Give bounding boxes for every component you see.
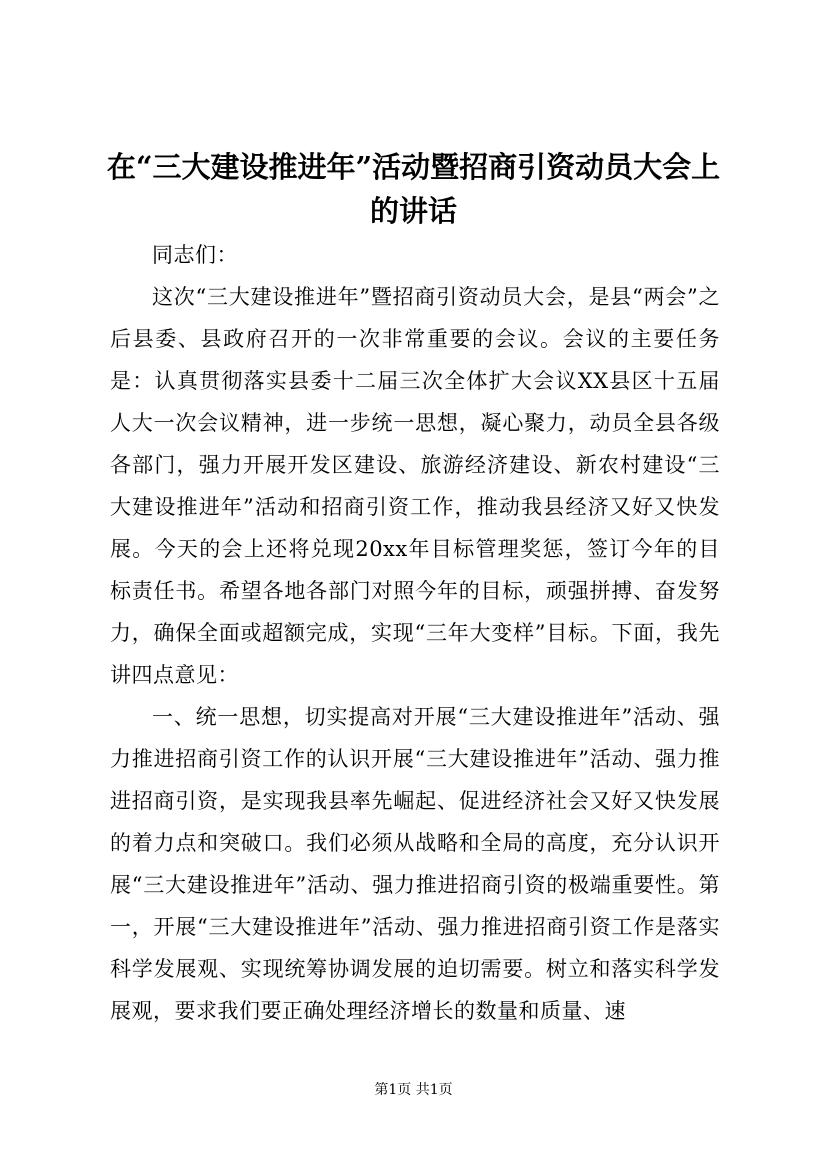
salutation-paragraph: 同志们： <box>152 243 238 267</box>
body-paragraph: 一、统一思想，切实提高对开展“三大建设推进年”活动、强力推进招商引资工作的认识开展“三大建设推进年”活动、强力推进招商引资，是实现我县率先崛起、促进经济社会又好又快发展的着力点和突破口。我们必须从战略和全局的高度，充分认识开展“三大建设推进年”活动、强力推进招商引资的极端重要性。第一，开展“三大建设推进年”活动、强力推进招商引资工作是落实科学发展观、实现统筹协调发展的迫切需要。树立和落实科学发展观，要求我们要正确处理经济增长的数量和质量、速 <box>110 705 720 1023</box>
document-body <box>110 234 720 1032</box>
document-title: 在“三大建设推进年”活动暨招商引资动员大会上的讲话 <box>106 150 721 228</box>
body-paragraph: 这次“三大建设推进年”暨招商引资动员大会，是县“两会”之后县委、县政府召开的一次非常重要的会议。会议的主要任务是：认真贯彻落实县委十二届三次全体扩大会议XX县区十五届人大一次会议精神，进一步统一思想，凝心聚力，动员全县各级各部门，强力开展开发区建设、旅游经济建设、新农村建设“三大建设推进年”活动和招商引资工作，推动我县经济又好又快发展。今天的会上还将兑现20xx年目标管理奖惩，签订今年的目标责任书。希望各地各部门对照今年的目标，顽强拼搏、奋发努力，确保全面或超额完成，实现“三年大变样”目标。下面，我先讲四点意见： <box>110 285 720 687</box>
page-number-footer: 第1页 共1页 <box>374 1082 453 1098</box>
